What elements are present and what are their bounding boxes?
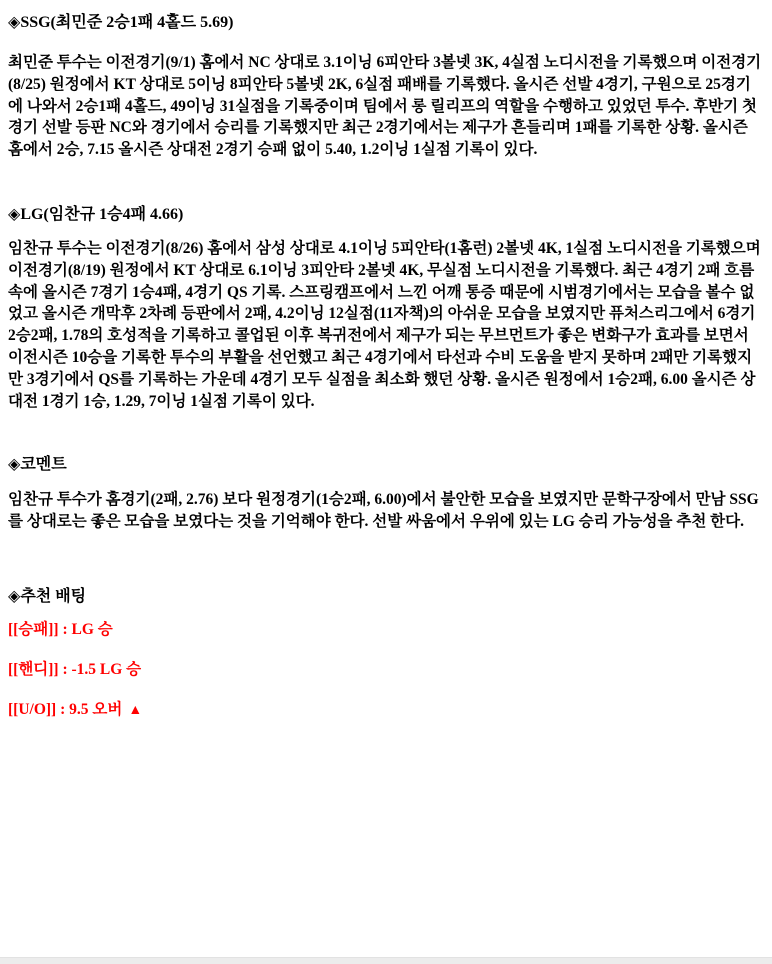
- lg-heading-text: LG(임찬규 1승4패 4.66): [20, 205, 184, 223]
- horizontal-scrollbar-track[interactable]: [0, 957, 772, 964]
- pick-win-lose: [8, 619, 765, 642]
- pick-handicap-label: [[핸디]] : -1.5 LG 승: [8, 660, 142, 678]
- betting-heading-text: 추천 배팅: [20, 587, 87, 605]
- ssg-analysis-paragraph: 최민준 투수는 이전경기(9/1) 홈에서 NC 상대로 3.1이닝 6피안타 3볼넷 3K, 4실점 노디시전을 기록했으며 이전경기(8/25) 원정에서 KT 상대로 5이닝 8피안타 5볼넷 2K, 6실점 패배를 기록했다. 올시즌 선발 4경기, 구원으로 25경기에 나와서 2승1패 4홀드, 49이닝 31실점을 기록중이며 팀에서 롱 릴리프의 역할을 수행하고 있었던 투수. 후반기 첫 경기 선발 등판 NC와 경기에서 승리를 기록했지만 최근 2경기에서는 제구가 흔들리며 1패를 기록한 상황. 올시즌 홈에서 2승, 7.15 올시즌 상대전 2경기 승패 없이 5.40, 1.2이닝 1실점 기록이 있다.: [8, 54, 762, 159]
- diamond-bullet-icon: ◈: [8, 14, 21, 31]
- diamond-bullet-icon: ◈: [8, 587, 21, 605]
- section-lg: [8, 204, 765, 412]
- section-betting: [8, 586, 765, 721]
- diamond-bullet-icon: ◈: [8, 205, 21, 223]
- betting-picks-list: [8, 619, 765, 721]
- pick-under-over-label: [[U/O]] : 9.5 오버: [8, 700, 123, 718]
- ssg-heading-text: SSG(최민준 2승1패 4홀드 5.69): [20, 14, 234, 31]
- section-ssg: [8, 12, 765, 161]
- ssg-section-heading: [8, 12, 765, 33]
- diamond-bullet-icon: ◈: [8, 456, 21, 474]
- pick-handicap: [8, 659, 765, 682]
- lg-analysis-paragraph: 임찬규 투수는 이전경기(8/26) 홈에서 삼성 상대로 4.1이닝 5피안타(1홈런) 2볼넷 4K, 1실점 노디시전을 기록했으며 이전경기(8/19) 원정에서 KT 상대로 6.1이닝 3피안타 2볼넷 4K, 무실점 노디시전을 기록했다. 최근 4경기 2패 흐름 속에 올시즌 7경기 1승4패, 4경기 QS 기록. 스프링캠프에서 느낀 어깨 통증 때문에 시범경기에서는 모습을 볼수 없었고 올시즌 개막후 2차례 등판에서 2패, 4.2이닝 12실점(11자책)의 아쉬운 모습을 보였지만 퓨처스리그에서 6경기 2승2패, 1.78의 호성적을 기록하고 콜업된 이후 복귀전에서 제구가 되는 무브먼트가 좋은 변화구가 효과를 보면서 이전시즌 10승을 기록한 투수의 부활을 선언했고 최근 4경기에서 타선과 수비 도움을 받지 못하며 2패만 기록했지만 3경기에서 QS를 기록하는 가운데 4경기 모두 실점을 최소화 했던 상황. 올시즌 원정에서 1승2패, 6.00 올시즌 상대전 1경기 1승, 1.29, 7이닝 1실점 기록이 있다.: [8, 239, 761, 410]
- pick-win-lose-label: [[승패]] : LG 승: [8, 620, 113, 638]
- comment-section-heading: [8, 454, 765, 475]
- pick-under-over: [8, 699, 765, 722]
- betting-section-heading: [8, 586, 765, 607]
- up-triangle-icon: ▲: [128, 702, 143, 718]
- section-comment: [8, 454, 765, 533]
- comment-heading-text: 코멘트: [20, 456, 67, 474]
- comment-paragraph: 임찬규 투수가 홈경기(2패, 2.76) 보다 원정경기(1승2패, 6.00)에서 불안한 모습을 보였지만 문학구장에서 만남 SSG를 상대로는 좋은 모습을 보였다는 것을 기억해야 한다. 선발 싸움에서 우위에 있는 LG 승리 가능성을 추천 한다.: [8, 491, 759, 531]
- lg-section-heading: [8, 204, 765, 225]
